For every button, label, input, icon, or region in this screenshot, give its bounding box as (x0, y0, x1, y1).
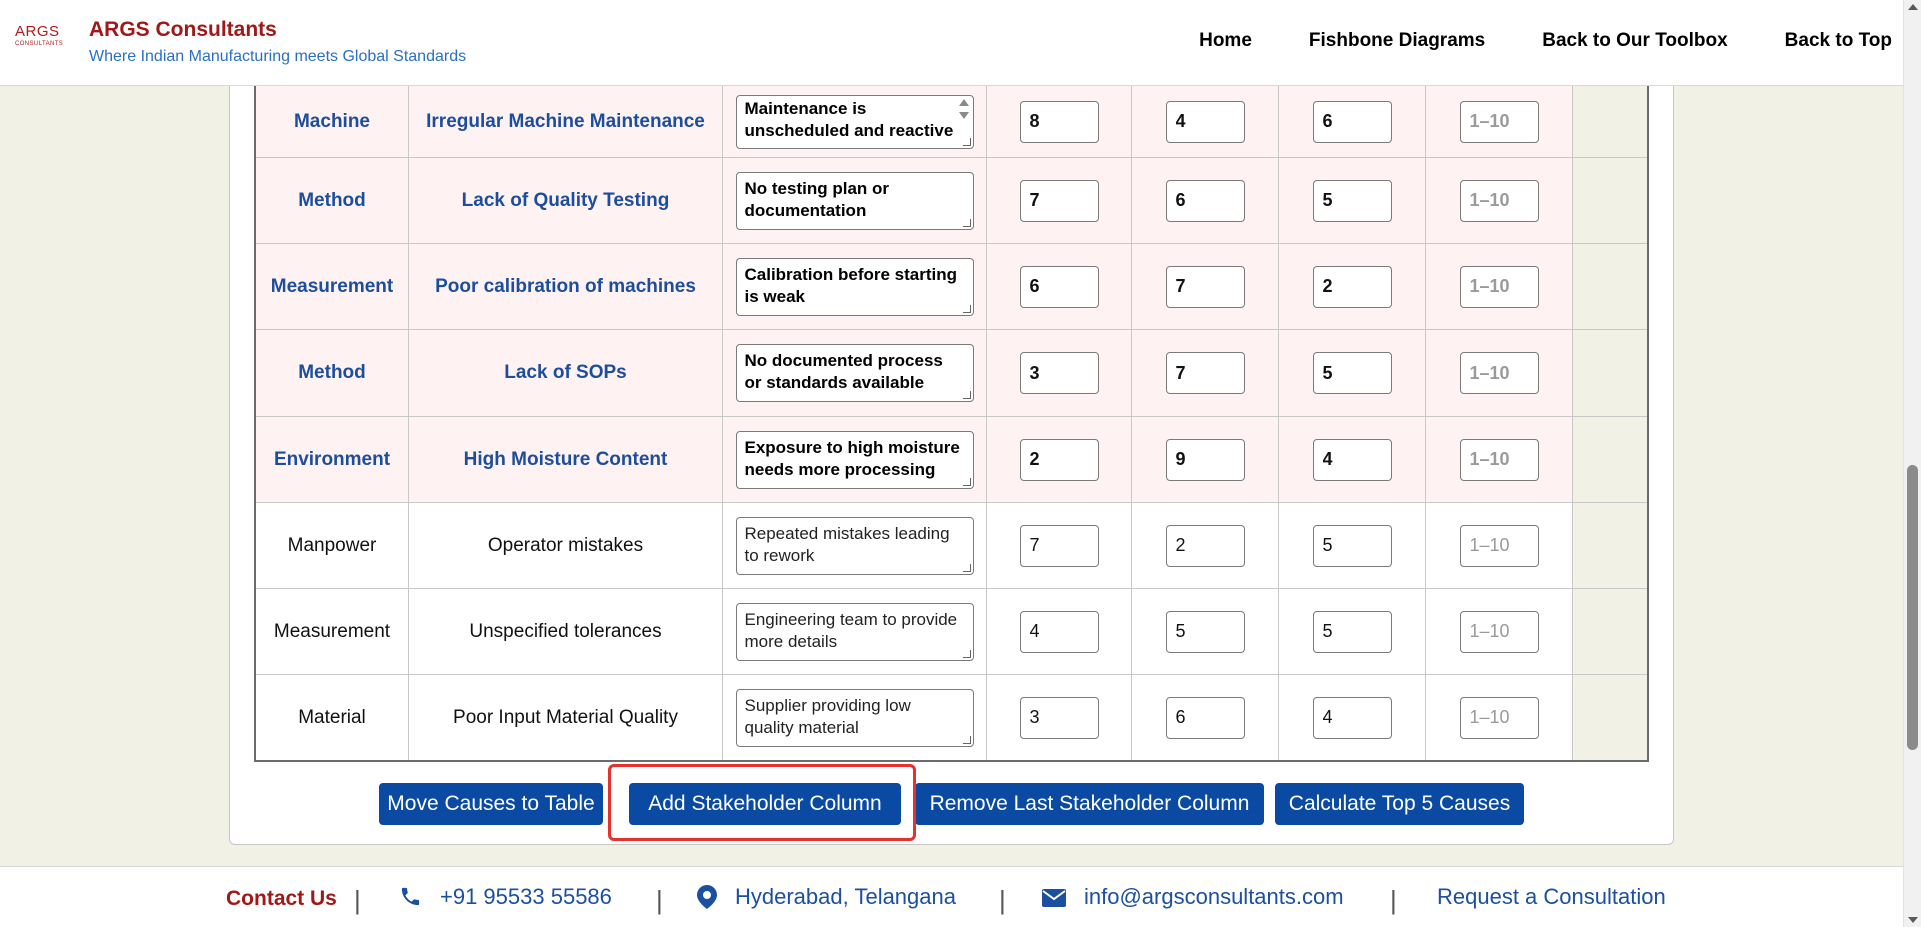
stakeholder-4-score-input[interactable] (1460, 101, 1539, 143)
score-cell (1132, 330, 1279, 416)
cause-cell: Lack of SOPs (409, 330, 723, 416)
score-cell (1132, 244, 1279, 329)
cause-cell: Unspecified tolerances (409, 589, 723, 674)
site-header (0, 0, 1903, 86)
score-cell (1426, 675, 1573, 760)
resize-handle-icon[interactable] (963, 650, 971, 658)
resize-handle-icon[interactable] (963, 305, 971, 313)
score-cell (987, 675, 1132, 760)
category-cell: Method (256, 158, 409, 243)
remark-textarea[interactable] (736, 344, 974, 402)
stakeholder-3-score-input[interactable] (1313, 352, 1392, 394)
move-causes-to-table-button[interactable]: Move Causes to Table (379, 783, 603, 825)
remark-cell (723, 330, 987, 416)
stakeholder-4-score-input[interactable] (1460, 525, 1539, 567)
arrow-up-icon[interactable] (959, 99, 969, 106)
page-scrollbar[interactable] (1903, 0, 1921, 927)
table-row (256, 503, 1647, 589)
table-row (256, 244, 1647, 330)
remark-text: Supplier providing low quality material (744, 695, 911, 737)
cause-cell: Irregular Machine Maintenance (409, 86, 723, 157)
resize-handle-icon[interactable] (963, 736, 971, 744)
remark-textarea[interactable] (736, 172, 974, 230)
cause-cell: Operator mistakes (409, 503, 723, 588)
extra-column-cell (1573, 503, 1647, 588)
cause-prioritization-table (254, 86, 1649, 762)
score-cell (1279, 330, 1426, 416)
contact-us-label: Contact Us (226, 887, 337, 910)
stakeholder-2-score-input[interactable] (1166, 101, 1245, 143)
stakeholder-3-score-input[interactable] (1313, 180, 1392, 222)
arrow-down-icon[interactable] (959, 112, 969, 119)
extra-column-cell (1573, 589, 1647, 674)
stakeholder-1-score-input[interactable] (1020, 101, 1099, 143)
score-cell (1426, 244, 1573, 329)
score-cell (987, 330, 1132, 416)
calculate-top-5-causes-button[interactable]: Calculate Top 5 Causes (1275, 783, 1524, 825)
stakeholder-2-score-input[interactable] (1166, 180, 1245, 222)
score-cell (1426, 589, 1573, 674)
remark-textarea[interactable] (736, 689, 974, 747)
highlight-annotation-box (608, 764, 916, 841)
cause-cell: Poor calibration of machines (409, 244, 723, 329)
stakeholder-4-score-input[interactable] (1460, 439, 1539, 481)
email-link[interactable]: info@argsconsultants.com (1084, 884, 1344, 909)
score-cell (1279, 244, 1426, 329)
stakeholder-4-score-input[interactable] (1460, 266, 1539, 308)
score-cell (1279, 86, 1426, 157)
score-cell (1279, 675, 1426, 760)
score-cell (1279, 158, 1426, 243)
cause-cell: Lack of Quality Testing (409, 158, 723, 243)
phone-link[interactable]: +91 95533 55586 (440, 884, 612, 909)
category-cell: Environment (256, 417, 409, 502)
extra-column-cell (1573, 244, 1647, 329)
stakeholder-1-score-input[interactable] (1020, 525, 1099, 567)
stakeholder-1-score-input[interactable] (1020, 266, 1099, 308)
category-cell: Measurement (256, 244, 409, 329)
category-cell: Method (256, 330, 409, 416)
brand-name[interactable]: ARGS Consultants (89, 18, 277, 41)
args-logo[interactable] (15, 24, 65, 52)
remark-text: No testing plan or documentation (744, 178, 889, 220)
remark-textarea[interactable] (736, 603, 974, 661)
site-footer (0, 866, 1903, 927)
score-cell (1426, 503, 1573, 588)
score-cell (1132, 675, 1279, 760)
scrollbar-thumb[interactable] (1907, 465, 1918, 750)
phone-icon (399, 885, 422, 908)
nav-fishbone-diagrams[interactable]: Fishbone Diagrams (1308, 30, 1486, 51)
remark-textarea[interactable] (736, 431, 974, 489)
textarea-scroll-arrows[interactable] (959, 99, 969, 135)
resize-handle-icon[interactable] (963, 391, 971, 399)
remark-textarea[interactable] (736, 258, 974, 316)
remark-cell (723, 417, 987, 502)
category-cell: Manpower (256, 503, 409, 588)
remark-cell (723, 589, 987, 674)
request-consultation-link[interactable]: Request a Consultation (1437, 884, 1666, 909)
stakeholder-4-score-input[interactable] (1460, 697, 1539, 739)
stakeholder-1-score-input[interactable] (1020, 697, 1099, 739)
score-cell (987, 244, 1132, 329)
nav-back-to-toolbox[interactable]: Back to Our Toolbox (1542, 30, 1728, 51)
score-cell (987, 158, 1132, 243)
remark-cell (723, 675, 987, 760)
remove-last-stakeholder-column-button[interactable]: Remove Last Stakeholder Column (915, 783, 1264, 825)
nav-back-to-top[interactable]: Back to Top (1784, 30, 1892, 51)
footer-separator: | (656, 885, 663, 915)
stakeholder-2-score-input[interactable] (1166, 697, 1245, 739)
stakeholder-2-score-input[interactable] (1166, 611, 1245, 653)
logo-sub-text: CONSULTANTS (15, 41, 64, 47)
score-cell (987, 589, 1132, 674)
extra-column-cell (1573, 158, 1647, 243)
stakeholder-3-score-input[interactable] (1313, 611, 1392, 653)
score-cell (1426, 417, 1573, 502)
nav-home[interactable]: Home (1199, 30, 1252, 51)
score-cell (1279, 503, 1426, 588)
remark-textarea[interactable] (736, 95, 974, 149)
category-cell: Machine (256, 86, 409, 157)
remark-cell (723, 503, 987, 588)
score-cell (1426, 86, 1573, 157)
cause-cell: High Moisture Content (409, 417, 723, 502)
footer-separator: | (1390, 885, 1397, 915)
stakeholder-3-score-input[interactable] (1313, 266, 1392, 308)
stakeholder-2-score-input[interactable] (1166, 352, 1245, 394)
remark-text: Maintenance is unscheduled and reactive (744, 98, 954, 140)
table-row (256, 330, 1647, 417)
stakeholder-4-score-input[interactable] (1460, 352, 1539, 394)
category-cell: Measurement (256, 589, 409, 674)
resize-handle-icon[interactable] (963, 478, 971, 486)
score-cell (1132, 86, 1279, 157)
scroll-up-icon[interactable] (1908, 4, 1918, 10)
add-stakeholder-column-button[interactable]: Add Stakeholder Column (629, 783, 901, 825)
extra-column-cell (1573, 675, 1647, 760)
table-row (256, 417, 1647, 503)
category-cell: Material (256, 675, 409, 760)
remark-cell (723, 244, 987, 329)
location-text: Hyderabad, Telangana (735, 884, 956, 909)
table-row (256, 675, 1647, 760)
resize-handle-icon[interactable] (963, 564, 971, 572)
footer-separator: | (999, 885, 1006, 915)
resize-handle-icon[interactable] (963, 219, 971, 227)
remark-text: Engineering team to provide more details (744, 609, 958, 651)
score-cell (1426, 158, 1573, 243)
cause-cell: Poor Input Material Quality (409, 675, 723, 760)
stakeholder-2-score-input[interactable] (1166, 525, 1245, 567)
stakeholder-3-score-input[interactable] (1313, 439, 1392, 481)
map-pin-icon (697, 885, 717, 909)
remark-textarea[interactable] (736, 517, 974, 575)
remark-text: Exposure to high moisture needs more processing (744, 437, 960, 479)
stakeholder-3-score-input[interactable] (1313, 525, 1392, 567)
extra-column-cell (1573, 330, 1647, 416)
stakeholder-1-score-input[interactable] (1020, 439, 1099, 481)
score-cell (1132, 158, 1279, 243)
remark-cell (723, 158, 987, 243)
remark-cell (723, 86, 987, 157)
logo-main-text: ARGS (15, 23, 60, 40)
stakeholder-2-score-input[interactable] (1166, 266, 1245, 308)
remark-text: Calibration before starting is weak (744, 264, 958, 306)
stakeholder-1-score-input[interactable] (1020, 180, 1099, 222)
table-row (256, 589, 1647, 675)
score-cell (987, 503, 1132, 588)
extra-column-cell (1573, 86, 1647, 157)
score-cell (1132, 589, 1279, 674)
main-nav (1199, 30, 1892, 52)
score-cell (1279, 589, 1426, 674)
footer-separator: | (354, 885, 361, 915)
envelope-icon (1042, 889, 1066, 907)
table-row (256, 86, 1647, 158)
score-cell (987, 86, 1132, 157)
score-cell (987, 417, 1132, 502)
scroll-down-icon[interactable] (1908, 917, 1918, 923)
stakeholder-3-score-input[interactable] (1313, 101, 1392, 143)
score-cell (1279, 417, 1426, 502)
brand-tagline: Where Indian Manufacturing meets Global Standards (89, 48, 467, 65)
stakeholder-1-score-input[interactable] (1020, 611, 1099, 653)
extra-column-cell (1573, 417, 1647, 502)
score-cell (1426, 330, 1573, 416)
stakeholder-4-score-input[interactable] (1460, 611, 1539, 653)
resize-handle-icon[interactable] (963, 138, 971, 146)
stakeholder-4-score-input[interactable] (1460, 180, 1539, 222)
score-cell (1132, 417, 1279, 502)
remark-text: Repeated mistakes leading to rework (744, 523, 950, 565)
stakeholder-1-score-input[interactable] (1020, 352, 1099, 394)
table-row (256, 158, 1647, 244)
stakeholder-2-score-input[interactable] (1166, 439, 1245, 481)
remark-text: No documented process or standards available (744, 351, 943, 392)
stakeholder-3-score-input[interactable] (1313, 697, 1392, 739)
score-cell (1132, 503, 1279, 588)
